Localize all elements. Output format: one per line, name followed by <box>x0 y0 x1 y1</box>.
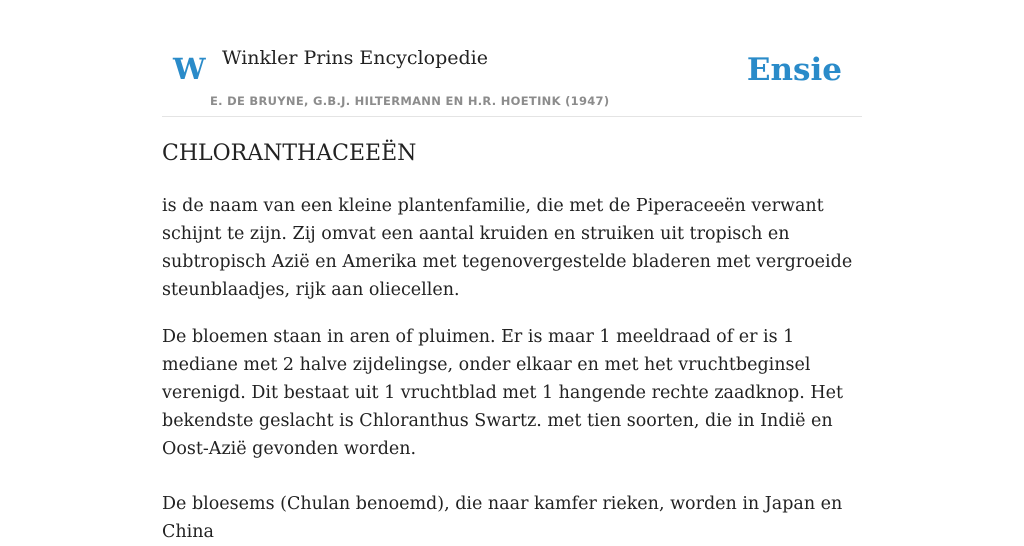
site-title[interactable]: Winkler Prins Encyclopedie <box>222 47 488 69</box>
ensie-brand-link[interactable]: Ensie <box>746 52 842 88</box>
article-paragraph: is de naam van een kleine plantenfamilie, die met de Piperaceeën verwant schijnt te zijn. Zij omvat een aantal kruiden en struiken uit tropisch en subtropisch Azië en Amerika met tegenovergestelde bladeren met vergroeide steunblaadjes, rijk aan oliecellen. <box>162 196 853 300</box>
article-title: CHLORANTHACEEËN <box>162 141 417 166</box>
winkler-prins-logo-icon[interactable]: W <box>173 52 206 86</box>
article-paragraph: De bloesems (Chulan benoemd), die naar kamfer rieken, worden in Japan en China <box>162 494 843 542</box>
article-paragraph: De bloemen staan in aren of pluimen. Er is maar 1 meeldraad of er is 1 mediane met 2 halve zijdelingse, onder elkaar en met het vruchtbeginsel verenigd. Dit bestaat uit 1 vruchtblad met 1 hangende rechte zaadknop. Het bekendste geslacht is Chloranthus Swartz. met tien soorten, die in Indië en Oost-Azië gevonden worden. <box>162 327 843 459</box>
site-header <box>162 0 862 117</box>
authors-credit: E. DE BRUYNE, G.B.J. HILTERMANN EN H.R. HOETINK (1947) <box>210 94 610 108</box>
article <box>162 138 862 546</box>
